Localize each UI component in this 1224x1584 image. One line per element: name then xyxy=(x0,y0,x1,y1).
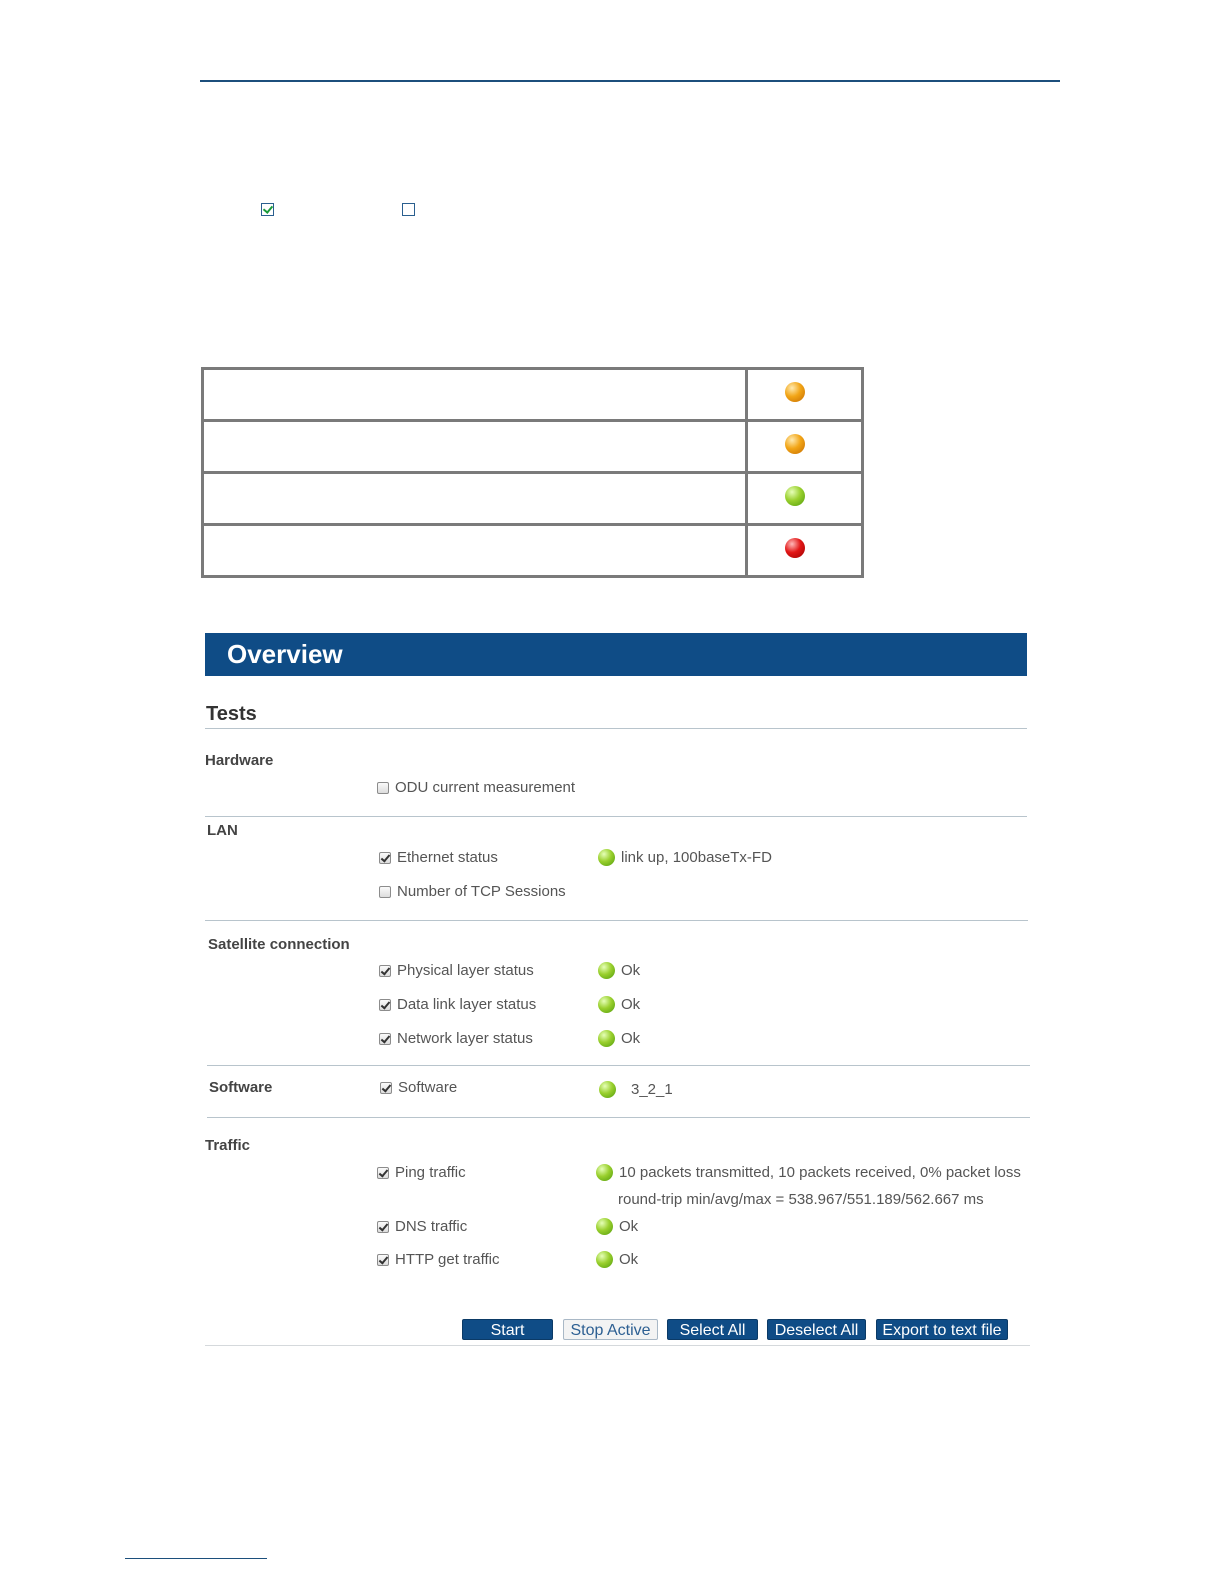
green-status-icon xyxy=(598,996,615,1013)
divider xyxy=(207,1065,1030,1066)
test-label: Number of TCP Sessions xyxy=(397,883,566,900)
test-item xyxy=(377,779,575,796)
section-title: Tests xyxy=(206,703,257,725)
test-result-text: Ok xyxy=(621,962,641,979)
test-item xyxy=(379,849,498,866)
header-rule xyxy=(200,80,1060,82)
test-result-text: Ok xyxy=(621,1030,641,1047)
test-result-detail: round-trip min/avg/max = 538.967/551.189/562.667 ms xyxy=(618,1191,984,1208)
divider xyxy=(205,728,1027,729)
test-checkbox[interactable] xyxy=(379,965,391,977)
green-status-icon xyxy=(598,1030,615,1047)
page-title: Overview xyxy=(227,639,343,669)
group-label-traffic: Traffic xyxy=(205,1137,251,1154)
test-item xyxy=(379,996,536,1013)
test-label: HTTP get traffic xyxy=(395,1251,500,1268)
status-legend-table xyxy=(201,367,864,578)
overview-banner xyxy=(205,633,1027,676)
test-checkbox[interactable] xyxy=(377,1254,389,1266)
stop-active-button[interactable]: Stop Active xyxy=(563,1319,658,1340)
test-result xyxy=(596,1218,638,1235)
test-checkbox[interactable] xyxy=(379,852,391,864)
test-item xyxy=(379,883,566,900)
divider xyxy=(205,920,1028,921)
red-status-icon xyxy=(785,538,805,558)
test-result xyxy=(598,996,640,1013)
footnote-rule xyxy=(125,1558,267,1559)
test-label: ODU current measurement xyxy=(395,779,576,796)
checked-box-icon xyxy=(261,203,274,216)
group-label-satellite: Satellite connection xyxy=(208,936,350,953)
green-status-icon xyxy=(596,1251,613,1268)
test-result xyxy=(599,1081,673,1098)
green-status-icon xyxy=(785,486,805,506)
test-result xyxy=(596,1164,1021,1181)
status-description xyxy=(203,369,747,421)
test-item xyxy=(377,1164,466,1181)
test-checkbox[interactable] xyxy=(377,1167,389,1179)
test-label: Ping traffic xyxy=(395,1164,466,1181)
orange-status-icon xyxy=(785,434,805,454)
test-label: Network layer status xyxy=(397,1030,533,1047)
test-result xyxy=(598,962,640,979)
test-result-text: 3_2_1 xyxy=(631,1081,673,1098)
green-status-icon xyxy=(596,1164,613,1181)
test-label: Physical layer status xyxy=(397,962,534,979)
test-item xyxy=(380,1079,457,1096)
export-to-text-file-button[interactable]: Export to text file xyxy=(876,1319,1008,1340)
status-row xyxy=(203,369,863,421)
test-checkbox[interactable] xyxy=(379,999,391,1011)
test-checkbox[interactable] xyxy=(377,782,389,794)
status-description xyxy=(203,525,747,577)
green-status-icon xyxy=(598,849,615,866)
group-label-hardware: Hardware xyxy=(205,752,274,769)
start-button[interactable]: Start xyxy=(462,1319,553,1340)
status-description xyxy=(203,473,747,525)
deselect-all-button[interactable]: Deselect All xyxy=(767,1319,866,1340)
test-item xyxy=(379,1030,533,1047)
orange-status-icon xyxy=(785,382,805,402)
select-all-button[interactable]: Select All xyxy=(667,1319,758,1340)
test-result-text: Ok xyxy=(619,1251,639,1268)
group-label-lan: LAN xyxy=(207,822,238,839)
test-result xyxy=(598,1030,640,1047)
divider xyxy=(205,1345,1030,1346)
test-checkbox[interactable] xyxy=(380,1082,392,1094)
test-result-text: Ok xyxy=(619,1218,639,1235)
test-label: Ethernet status xyxy=(397,849,498,866)
unchecked-box-icon xyxy=(402,203,415,216)
test-result-text: link up, 100baseTx-FD xyxy=(621,849,772,866)
test-checkbox[interactable] xyxy=(377,1221,389,1233)
test-result xyxy=(598,849,772,866)
test-label: DNS traffic xyxy=(395,1218,468,1235)
test-result xyxy=(596,1251,638,1268)
status-row xyxy=(203,421,863,473)
test-checkbox[interactable] xyxy=(379,886,391,898)
green-status-icon xyxy=(599,1081,616,1098)
divider xyxy=(205,816,1027,817)
green-status-icon xyxy=(598,962,615,979)
status-row xyxy=(203,525,863,577)
test-checkbox[interactable] xyxy=(379,1033,391,1045)
status-row xyxy=(203,473,863,525)
green-status-icon xyxy=(596,1218,613,1235)
test-result-text: 10 packets transmitted, 10 packets received, 0% packet loss xyxy=(619,1164,1021,1181)
divider xyxy=(207,1117,1030,1118)
test-label: Data link layer status xyxy=(397,996,537,1013)
test-item xyxy=(377,1218,467,1235)
test-result-text: Ok xyxy=(621,996,641,1013)
test-label: Software xyxy=(398,1079,458,1096)
status-description xyxy=(203,421,747,473)
group-label-software: Software xyxy=(209,1079,273,1096)
test-item xyxy=(377,1251,499,1268)
test-item xyxy=(379,962,534,979)
